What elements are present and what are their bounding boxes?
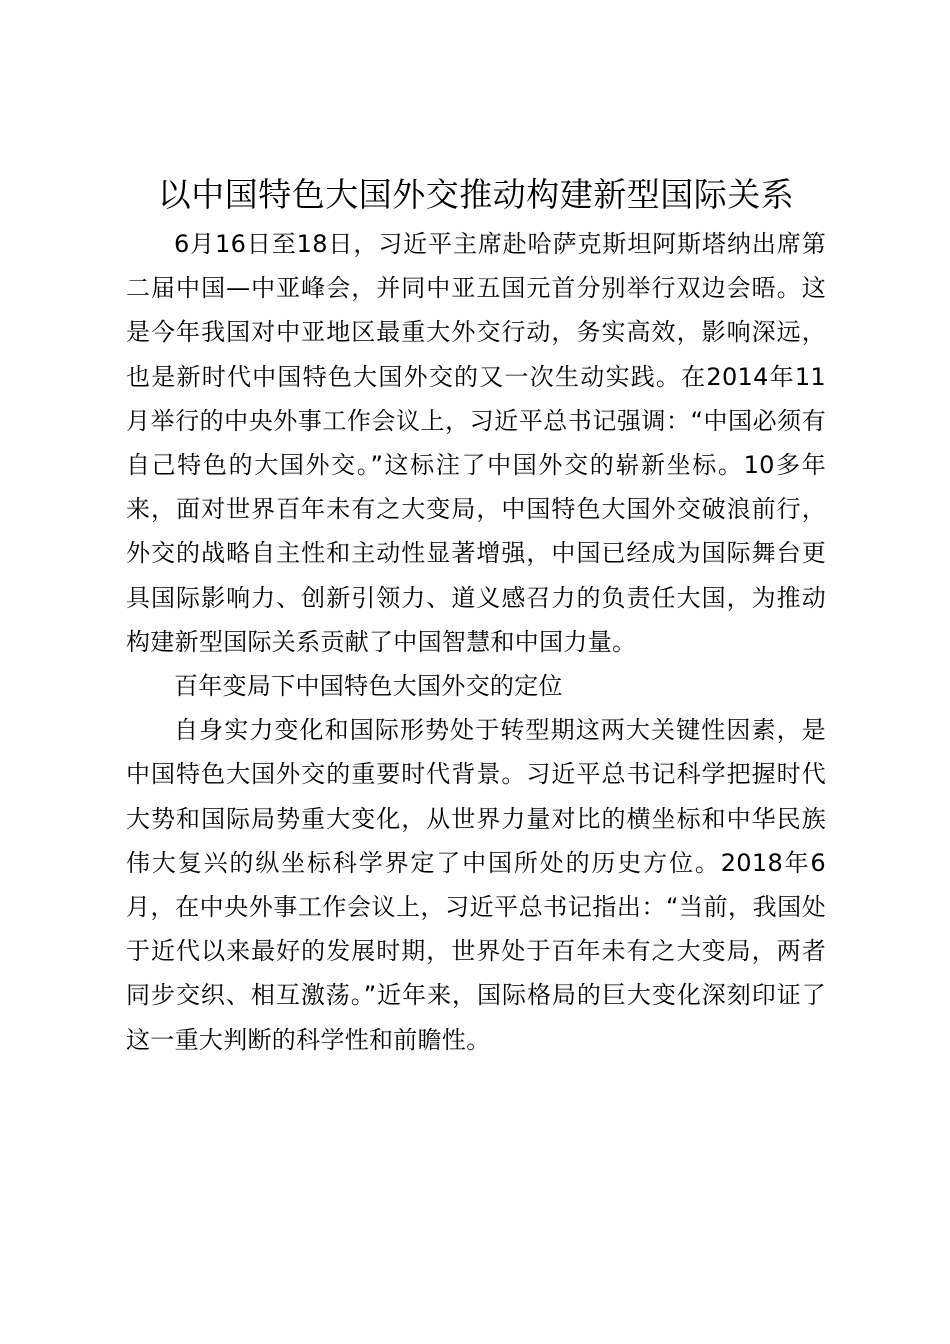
paragraph-section-body: 自身实力变化和国际形势处于转型期这两大关键性因素，是中国特色大国外交的重要时代背景。习近平总书记科学把握时代大势和国际局势重大变化，从世界力量对比的横坐标和中华民族伟大复兴的纵坐标科学界定了中国所处的历史方位。2018年6月，在中央外事工作会议上，习近平总书记指出：“当前，我国处于近代以来最好的发展时期，世界处于百年未有之大变局，两者同步交织、相互激荡。”近年来，国际格局的巨大变化深刻印证了这一重大判断的科学性和前瞻性。 [126,716,826,1054]
section-heading: 百年变局下中国特色大国外交的定位 [174,672,563,701]
document-page [126,168,826,1062]
paragraph-intro: 6月16日至18日，习近平主席赴哈萨克斯坦阿斯塔纳出席第二届中国—中亚峰会，并同中亚五国元首分别举行双边会晤。这是今年我国对中亚地区最重大外交行动，务实高效，影响深远，也是新时代中国特色大国外交的又一次生动实践。在2014年11月举行的中央外事工作会议上，习近平总书记强调：“中国必须有自己特色的大国外交。”这标注了中国外交的崭新坐标。10多年来，面对世界百年未有之大变局，中国特色大国外交破浪前行，外交的战略自主性和主动性显著增强，中国已经成为国际舞台更具国际影响力、创新引领力、道义感召力的负责任大国，为推动构建新型国际关系贡献了中国智慧和中国力量。 [126,230,826,656]
document-title: 以中国特色大国外交推动构建新型国际关系 [157,175,795,214]
